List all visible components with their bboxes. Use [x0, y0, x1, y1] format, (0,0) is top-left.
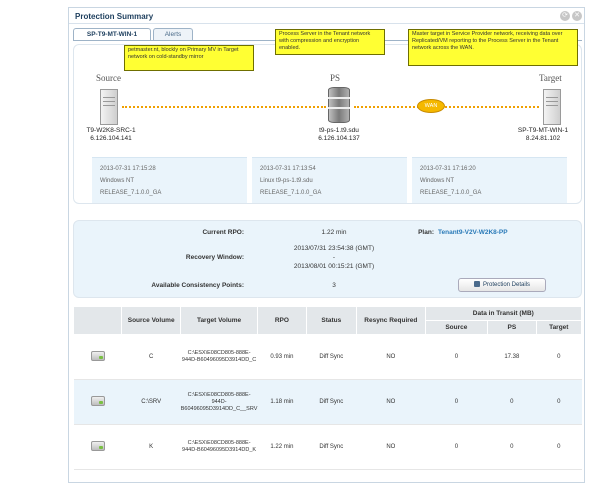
status-header: Status	[306, 307, 356, 335]
source-volume: C:\SRV	[122, 380, 181, 425]
volume-status: Diff Sync	[306, 380, 356, 425]
rpo-header: RPO	[258, 307, 306, 335]
source-ip: 6.126.104.141	[90, 135, 132, 142]
target-ip: 8.24.81.102	[525, 135, 561, 142]
transit-ps: 17.38	[488, 335, 536, 380]
ps-version: RELEASE_7.1.0.0_GA	[260, 190, 322, 196]
source-volume: C	[122, 335, 181, 380]
ps-time: 2013-07-31 17:13:54	[260, 166, 316, 172]
current-rpo-label: Current RPO:	[202, 229, 244, 236]
tab-sp-t9-mt-win-1[interactable]: SP-T9-MT-WIN-1	[73, 28, 151, 40]
target-volume: C:\ESX\E08CD805-888E-944D-B60496095D3914DD_C	[180, 335, 257, 380]
tab-alerts[interactable]: Alerts	[153, 28, 193, 40]
ps-role-label: PS	[330, 73, 341, 83]
volume-rpo: 0.93 min	[258, 335, 306, 380]
target-volume-header: Target Volume	[180, 307, 257, 335]
transit-source: 0	[425, 335, 488, 380]
table-row[interactable]	[74, 425, 582, 470]
volume-status: Diff Sync	[306, 335, 356, 380]
transit-header: Data in Transit (MB)	[425, 307, 581, 321]
table-row[interactable]	[74, 335, 582, 380]
resync-header: Resync Required	[357, 307, 426, 335]
volume-disk-icon	[91, 441, 105, 451]
target-role-label: Target	[539, 73, 562, 83]
recovery-end: 2013/08/01 00:15:21 (GMT)	[293, 263, 375, 270]
refresh-icon[interactable]: ⟳	[560, 11, 570, 21]
close-icon[interactable]: ✕	[572, 11, 582, 21]
panel-header	[69, 8, 584, 24]
recovery-separator: -	[332, 254, 336, 261]
ps-info-box	[252, 157, 407, 203]
panel-title: Protection Summary	[75, 12, 154, 21]
ps-target-connector	[354, 106, 539, 108]
transit-ps: 0	[488, 380, 536, 425]
target-time: 2013-07-31 17:16:20	[420, 166, 476, 172]
transit-ps: 0	[488, 425, 536, 470]
details-icon	[474, 281, 480, 287]
transit-source: 0	[425, 425, 488, 470]
volume-status: Diff Sync	[306, 425, 356, 470]
ps-name: t9-ps-1.t9.sdu	[319, 127, 359, 134]
current-rpo-value: 1.22 min	[321, 229, 347, 236]
ps-os: Linux t9-ps-1.t9.sdu	[260, 178, 313, 184]
target-volume: C:\ESX\E08CD805-888E-944D-B60496095D3914DD_K	[180, 425, 257, 470]
transit-target: 0	[536, 380, 581, 425]
ps-node-info	[304, 127, 374, 143]
source-server-icon[interactable]	[100, 89, 118, 125]
transit-source-header: Source	[425, 321, 488, 335]
protection-details-label: Protection Details	[482, 282, 531, 288]
source-info-box	[92, 157, 247, 203]
recovery-window-label: Recovery Window:	[185, 254, 244, 261]
table-row[interactable]	[74, 380, 582, 425]
source-version: RELEASE_7.1.0.0_GA	[100, 190, 162, 196]
volume-rpo: 1.18 min	[258, 380, 306, 425]
target-version: RELEASE_7.1.0.0_GA	[420, 190, 482, 196]
source-volume-header: Source Volume	[122, 307, 181, 335]
source-role-label: Source	[96, 73, 121, 83]
source-node-info	[76, 127, 146, 143]
target-name: SP-T9-MT-WIN-1	[517, 127, 569, 134]
ps-callout: Process Server in the Tenant network with compression and encryption enabled.	[275, 29, 385, 55]
source-time: 2013-07-31 17:15:28	[100, 166, 156, 172]
transit-target-header: Target	[536, 321, 581, 335]
source-volume: K	[122, 425, 181, 470]
consistency-points-value: 3	[332, 282, 336, 289]
resync-required: NO	[357, 425, 426, 470]
resync-required: NO	[357, 335, 426, 380]
recovery-start: 2013/07/31 23:54:38 (GMT)	[293, 245, 375, 252]
ps-ip: 6.126.104.137	[318, 135, 360, 142]
process-server-icon[interactable]	[328, 87, 350, 123]
source-name: T9-W2K8-SRC-1	[86, 127, 136, 134]
transit-target: 0	[536, 425, 581, 470]
protection-summary-panel	[68, 7, 585, 483]
target-info-box	[412, 157, 567, 203]
volume-rpo: 1.22 min	[258, 425, 306, 470]
target-node-info	[504, 127, 582, 143]
source-callout: petmaster.nt, blockly on Primary MV in Target network on cold-standby mirror	[124, 45, 254, 71]
volume-table	[73, 306, 582, 470]
target-os: Windows NT	[420, 178, 455, 184]
volume-disk-icon	[91, 396, 105, 406]
target-callout: Master target in Service Provider network, receiving data over Replicated/VM reporting to the Process Server in the Tenant network across the WAN.	[408, 29, 578, 66]
resync-required: NO	[357, 380, 426, 425]
protection-details-button[interactable]	[458, 278, 546, 292]
consistency-points-label: Available Consistency Points:	[151, 282, 244, 289]
rpo-summary	[73, 220, 582, 298]
plan-label: Plan:	[418, 229, 434, 236]
transit-ps-header: PS	[488, 321, 536, 335]
icon-header	[74, 307, 122, 335]
volume-disk-icon	[91, 351, 105, 361]
source-os: Windows NT	[100, 178, 135, 184]
wan-badge: WAN	[417, 99, 445, 113]
target-volume: C:\ESX\E08CD805-888E-944D-B60496095D3914DD_C__SRV	[180, 380, 257, 425]
plan-link[interactable]: Tenant9-V2V-W2K8-PP	[438, 229, 508, 236]
target-server-icon[interactable]	[543, 89, 561, 125]
transit-target: 0	[536, 335, 581, 380]
source-ps-connector	[122, 106, 326, 108]
transit-source: 0	[425, 380, 488, 425]
